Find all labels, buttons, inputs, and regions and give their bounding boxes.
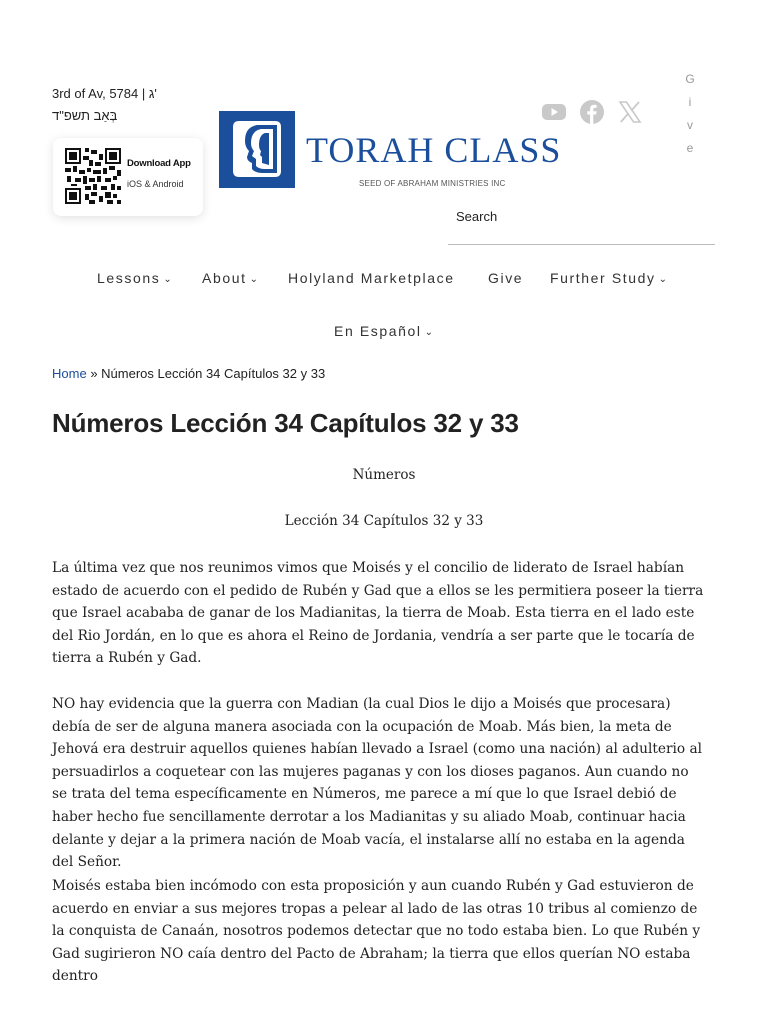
nav-further-study-label: Further Study xyxy=(550,270,656,286)
youtube-icon[interactable] xyxy=(541,99,567,125)
chevron-down-icon: ⌄ xyxy=(163,274,172,285)
nav-holyland-marketplace[interactable] xyxy=(288,270,455,286)
search-underline xyxy=(448,244,715,245)
qr-code-icon xyxy=(65,148,121,204)
article-subtitle-book: Números xyxy=(352,467,416,483)
breadcrumb-home-link[interactable]: Home xyxy=(52,366,87,381)
give-letter: i xyxy=(688,95,692,109)
article-paragraph: La última vez que nos reunimos vimos que Moisés y el concilio de liderato de Israel habían estado de acuerdo con el pedido de Rubén y Gad que a ellos se les permitiera poseer la tierra que Israel acababa de ganar de los Madianitas, la tierra de Moab. Esta tierra en el lado este del Rio Jordán, en lo que es ahora el Reino de Jordania, vendría a ser parte que le tocaría de tierra a Rubén y Gad. xyxy=(52,560,704,667)
logo-tagline: SEED OF ABRAHAM MINISTRIES INC xyxy=(359,179,506,188)
breadcrumb xyxy=(52,366,325,381)
torah-class-logo-icon[interactable] xyxy=(219,111,295,188)
nav-give[interactable] xyxy=(488,270,523,286)
search-input[interactable]: Search xyxy=(456,209,498,224)
chevron-down-icon: ⌄ xyxy=(249,274,258,285)
nav-about-label: About xyxy=(202,270,247,286)
nav-en-espanol-label: En Español xyxy=(334,323,422,339)
chevron-down-icon: ⌄ xyxy=(658,274,668,285)
nav-give-label: Give xyxy=(488,270,524,286)
article-subtitle-lesson: Lección 34 Capítulos 32 y 33 xyxy=(284,513,484,529)
date-hebrew: בְּאַב תשפ"ד xyxy=(52,108,118,123)
nav-holyland-label: Holyland Marketplace xyxy=(288,270,455,286)
download-app-title: Download App xyxy=(127,158,191,169)
date-gregorian: 3rd of Av, 5784 | ג' xyxy=(52,86,157,101)
breadcrumb-current: Números Lección 34 Capítulos 32 y 33 xyxy=(101,366,326,381)
article-paragraph: NO hay evidencia que la guerra con Madian (la cual Dios le dijo a Moisés que procesara) debía de ser de alguna manera asociada con la ocupación de Moab. Más bien, la meta de Jehová era destruir aquellos quienes habían llevado a Israel (como una nación) al adulterio al persuadirlos a coquetear con las mujeres paganas y con los dioses paganos. Aun cuando no se trata del tema específicamente en Números, me parece a mí que lo que Israel debió de haber hecho fue sencillamente derrotar a los Madianitas y su aliado Moab, continuar hacia delante y dejar a la primera nación de Moab vacía, el instalarse allí no estaba en la agenda del Señor. xyxy=(52,696,703,871)
give-letter: G xyxy=(685,72,695,86)
nav-lessons-label: Lessons xyxy=(97,270,161,286)
x-twitter-icon[interactable] xyxy=(617,99,643,125)
nav-en-espanol[interactable] xyxy=(334,323,433,339)
chevron-down-icon: ⌄ xyxy=(424,327,433,338)
download-app-platforms: iOS & Android xyxy=(127,179,184,189)
give-letter: e xyxy=(686,141,694,155)
give-letter: v xyxy=(687,118,693,132)
article-paragraph: Moisés estaba bien incómodo con esta proposición y aun cuando Rubén y Gad estuvieron de acuerdo en enviar a sus mejores tropas a pelear al lado de las otras 10 tribus al comienzo de la conquista de Canaán, nosotros podemos detectar que no todo estaba bien. Lo que Rubén y Gad sugirieron NO caía dentro del Pacto de Abraham; la tierra que ellos querían NO estaba dentro xyxy=(52,878,701,985)
breadcrumb-separator: » xyxy=(90,366,98,381)
nav-lessons[interactable] xyxy=(97,270,172,286)
nav-further-study[interactable] xyxy=(550,270,667,286)
nav-about[interactable] xyxy=(202,270,258,286)
page-title: Números Lección 34 Capítulos 32 y 33 xyxy=(52,408,519,438)
download-app-card[interactable] xyxy=(53,138,203,216)
logo-wordmark[interactable]: TORAH CLASS xyxy=(306,130,562,170)
facebook-icon[interactable] xyxy=(579,99,605,125)
give-vertical-link[interactable] xyxy=(684,68,696,160)
